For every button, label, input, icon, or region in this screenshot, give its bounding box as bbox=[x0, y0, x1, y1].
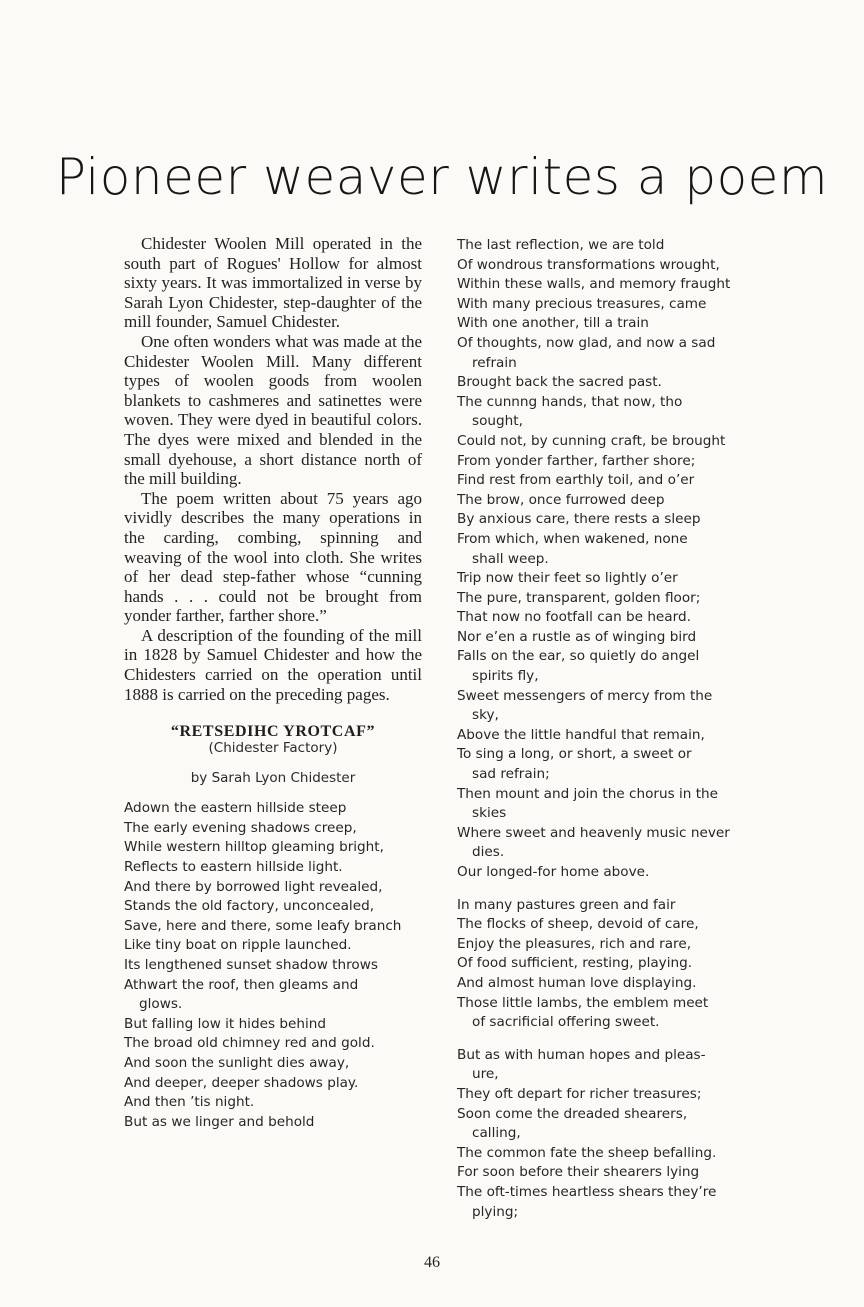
poem-line: While western hilltop gleaming bright, bbox=[124, 839, 384, 856]
poem-line: spirits fly, bbox=[472, 668, 539, 685]
poem-line: Like tiny boat on ripple launched. bbox=[124, 937, 352, 954]
poem-line: plying; bbox=[472, 1203, 519, 1220]
poem-line: Reflects to eastern hillside light. bbox=[124, 859, 343, 876]
poem-line: Above the little handful that remain, bbox=[457, 726, 705, 743]
poem-verse-left bbox=[124, 799, 422, 1132]
left-column bbox=[124, 234, 422, 1132]
poem-line: Trip now their feet so lightly o’er bbox=[457, 570, 678, 587]
poem-line: Find rest from earthly toil, and o’er bbox=[457, 472, 695, 489]
poem-stanza bbox=[457, 896, 757, 1033]
poem-line: But as we linger and behold bbox=[124, 1113, 315, 1130]
poem-stanza bbox=[457, 1046, 757, 1222]
poem-line: sad refrain; bbox=[472, 766, 550, 783]
poem-line: Brought back the sacred past. bbox=[457, 374, 662, 391]
poem-line: And soon the sunlight dies away, bbox=[124, 1054, 350, 1071]
poem-line: of sacrificial offering sweet. bbox=[472, 1014, 660, 1031]
article-paragraph: A description of the founding of the mill in 1828 by Samuel Chidester and how the Chidesters carried on the operation until 1888 is carried on the preceding pages. bbox=[124, 625, 422, 704]
article-paragraph: Chidester Woolen Mill operated in the south part of Rogues' Hollow for almost sixty years. It was immortalized in verse by Sarah Lyon Chidester, step-daughter of the mill founder, Samuel Chidester. bbox=[124, 234, 422, 332]
poem-line: Of thoughts, now glad, and now a sad bbox=[457, 334, 716, 351]
poem-line: In many pastures green and fair bbox=[457, 896, 676, 913]
poem-line: The common fate the sheep befalling. bbox=[457, 1144, 717, 1161]
poem-line: Of food sufficient, resting, playing. bbox=[457, 955, 693, 972]
poem-line: They oft depart for richer treasures; bbox=[457, 1085, 702, 1102]
article-text bbox=[124, 234, 422, 704]
poem-line: With many precious treasures, came bbox=[457, 295, 707, 312]
poem-line: The oft-times heartless shears they’re bbox=[457, 1183, 717, 1200]
poem-line: The pure, transparent, golden floor; bbox=[457, 589, 701, 606]
poem-line: ure, bbox=[472, 1066, 499, 1083]
poem-line: Nor e’en a rustle as of winging bird bbox=[457, 628, 697, 645]
poem-line: To sing a long, or short, a sweet or bbox=[457, 746, 692, 763]
poem-line: glows. bbox=[139, 996, 183, 1013]
right-column bbox=[457, 236, 757, 1222]
poem-line: And then ’tis night. bbox=[124, 1094, 255, 1111]
poem-line: The cunnng hands, that now, tho bbox=[457, 393, 683, 410]
poem-line: sought, bbox=[472, 413, 523, 430]
poem-line: Our longed-for home above. bbox=[457, 864, 650, 880]
poem-line: Those little lambs, the emblem meet bbox=[457, 994, 709, 1011]
poem-line: The flocks of sheep, devoid of care, bbox=[457, 916, 699, 933]
poem-subtitle: (Chidester Factory) bbox=[208, 740, 338, 757]
stanza-gap bbox=[457, 883, 757, 896]
article-paragraph: One often wonders what was made at the Chidester Woolen Mill. Many different types of woolen goods from woolen blankets to cashmeres and satinettes were woven. They were dyed in beautiful colors. The dyes were mixed and blended in the small dyehouse, a short distance north of the mill building. bbox=[124, 331, 422, 489]
poem-line: With one another, till a train bbox=[457, 315, 649, 332]
poem-line: From yonder farther, farther shore; bbox=[457, 452, 696, 469]
poem-line: Of wondrous transformations wrought, bbox=[457, 256, 720, 273]
poem-line: sky, bbox=[472, 707, 499, 724]
poem-title: “RETSEDIHC YROTCAF” bbox=[170, 723, 376, 741]
poem-line: The brow, once furrowed deep bbox=[457, 491, 665, 508]
poem-line: Save, here and there, some leafy branch bbox=[124, 917, 402, 934]
poem-line: Could not, by cunning craft, be brought bbox=[457, 432, 726, 449]
poem-line: And almost human love displaying. bbox=[457, 974, 697, 991]
poem-line: Within these walls, and memory fraught bbox=[457, 276, 731, 293]
poem-line: For soon before their shearers lying bbox=[457, 1164, 700, 1181]
poem-line: Soon come the dreaded shearers, bbox=[457, 1105, 688, 1122]
poem-byline: by Sarah Lyon Chidester bbox=[190, 770, 356, 787]
poem-line: Sweet messengers of mercy from the bbox=[457, 687, 713, 704]
poem-line: Adown the eastern hillside steep bbox=[124, 800, 347, 817]
poem-line: But falling low it hides behind bbox=[124, 1015, 326, 1032]
poem-line: Enjoy the pleasures, rich and rare, bbox=[457, 935, 692, 952]
page-number: 46 bbox=[424, 1254, 440, 1271]
poem-line: Its lengthened sunset shadow throws bbox=[124, 957, 378, 973]
poem-line: The broad old chimney red and gold. bbox=[124, 1035, 375, 1052]
poem-line: Falls on the ear, so quietly do angel bbox=[457, 648, 700, 665]
poem-line: dies. bbox=[472, 844, 505, 861]
poem-line: By anxious care, there rests a sleep bbox=[457, 511, 701, 528]
poem-line: Athwart the roof, then gleams and bbox=[124, 976, 359, 993]
poem-line: And there by borrowed light revealed, bbox=[124, 878, 383, 895]
poem-line: The last reflection, we are told bbox=[457, 237, 665, 253]
poem-line: skies bbox=[472, 805, 507, 822]
poem-line: Then mount and join the chorus in the bbox=[457, 785, 719, 802]
poem-line: calling, bbox=[472, 1125, 521, 1142]
poem-line: But as with human hopes and pleas- bbox=[457, 1046, 706, 1063]
article-paragraph: The poem written about 75 years ago vividly describes the many operations in the carding, combing, spinning and weaving of the wool into cloth. She writes of her dead step-father whose “cunning hands . . . could not be brought from yonder farther, farther shore.” bbox=[124, 488, 422, 626]
poem-line: From which, when wakened, none bbox=[457, 530, 688, 547]
stanza-gap bbox=[457, 1033, 757, 1046]
poem-line: Where sweet and heavenly music never bbox=[457, 824, 730, 841]
poem-line: Stands the old factory, unconcealed, bbox=[124, 898, 375, 915]
poem-line: refrain bbox=[472, 354, 517, 371]
poem-line: The early evening shadows creep, bbox=[124, 819, 357, 836]
poem-line: shall weep. bbox=[472, 550, 549, 567]
poem-stanza bbox=[457, 236, 757, 883]
poem-line: That now no footfall can be heard. bbox=[457, 609, 691, 626]
page-title: Pioneer weaver writes a poem bbox=[55, 148, 829, 206]
poem-line: And deeper, deeper shadows play. bbox=[124, 1074, 359, 1091]
